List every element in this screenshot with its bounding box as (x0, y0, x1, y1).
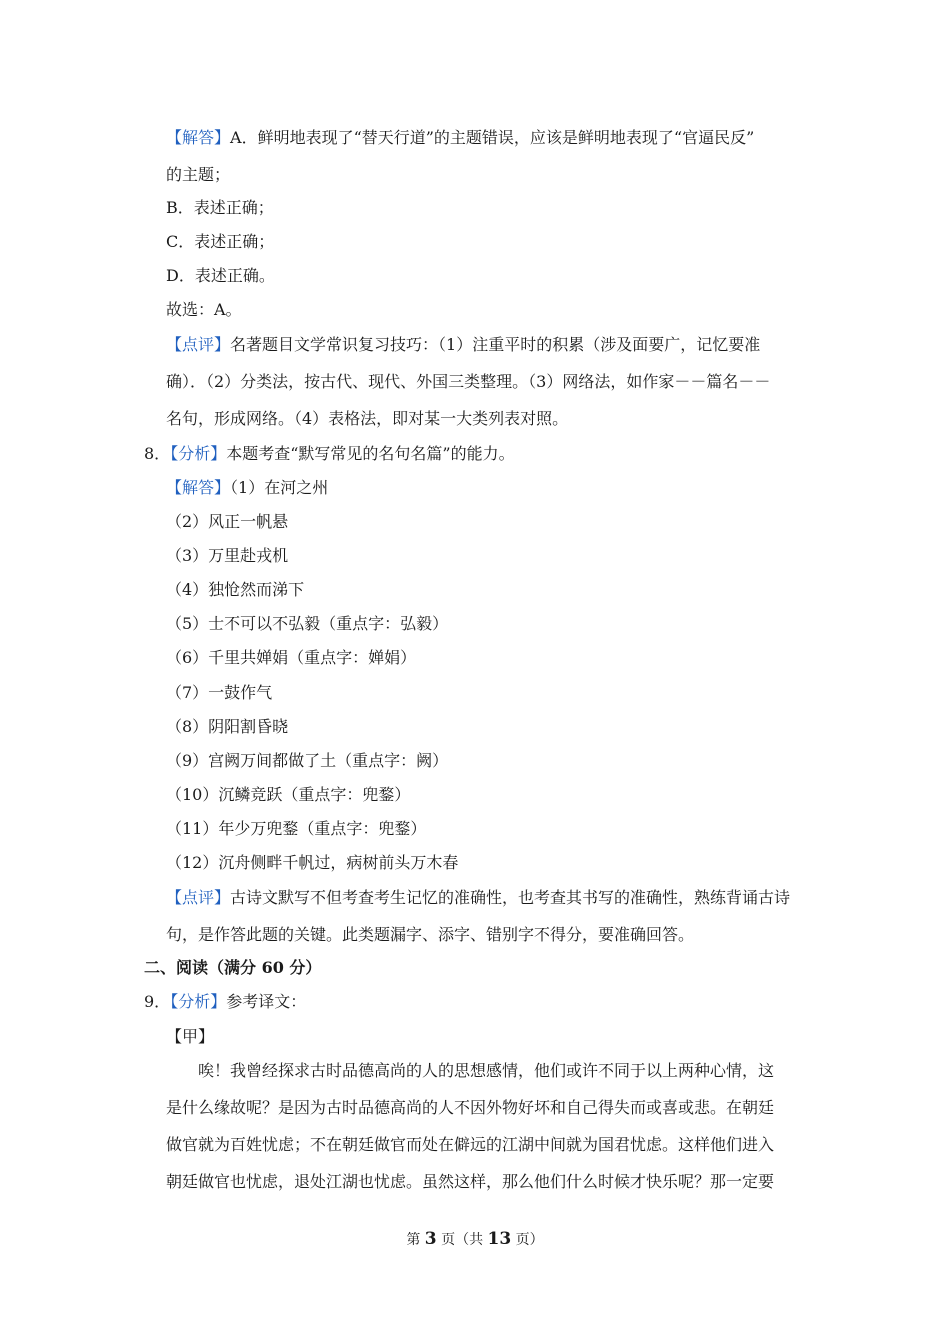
answer-tag: 【解答】 (166, 128, 231, 147)
q7-choice: 故选：A。 (166, 300, 242, 319)
q8-answer-item-11: （11）年少万兜鍪（重点字：兜鍪） (166, 819, 427, 838)
analysis-tag: 【分析】 (170, 444, 227, 463)
q7-comment-line3: 名句，形成网络。（4）表格法，即对某一大类列表对照。 (166, 409, 569, 428)
comment-tag: 【点评】 (166, 335, 231, 354)
q7-option-c: C．表述正确； (166, 232, 275, 251)
page-footer: 第 3 页（共 13 页） (406, 1229, 544, 1249)
q9-paragraph-line4: 朝廷做官也忧虑，退处江湖也忧虑。虽然这样，那么他们什么时候才快乐呢？那一定要 (166, 1172, 775, 1191)
comment-tag: 【点评】 (166, 888, 231, 907)
q7-answer-line2: 的主题； (166, 165, 231, 184)
analysis-tag: 【分析】 (170, 992, 227, 1011)
q8-comment-line2: 句，是作答此题的关键。此类题漏字、添字、错别字不得分，要准确回答。 (166, 925, 695, 944)
question-number: 8． (144, 444, 171, 463)
section-heading: 二、阅读（满分 60 分） (144, 958, 322, 977)
q9-sub-label: 【甲】 (166, 1027, 215, 1046)
q8-answer-item-5: （5）士不可以不弘毅（重点字：弘毅） (166, 614, 449, 633)
q7-comment-line2: 确）．（2）分类法，按古代、现代、外国三类整理。（3）网络法，如作家－－篇名－－ (166, 372, 771, 391)
q8-answer-item-10: （10）沉鳞竞跃（重点字：兜鍪） (166, 785, 411, 804)
q8-comment-line1: 【点评】古诗文默写不但考查考生记忆的准确性，也考查其书写的准确性，熟练背诵古诗 (166, 888, 791, 907)
q9-paragraph-line2: 是什么缘故呢？是因为古时品德高尚的人不因外物好坏和自己得失而或喜或悲。在朝廷 (166, 1098, 775, 1117)
q8-answer-item-4: （4）独怆然而涕下 (166, 580, 305, 599)
q9-paragraph-line1: 唉！我曾经探求古时品德高尚的人的思想感情，他们或许不同于以上两种心情，这 (198, 1061, 775, 1080)
q8-answer-item-3: （3）万里赴戎机 (166, 546, 289, 565)
q7-option-b: B．表述正确； (166, 198, 274, 217)
q8-analysis: 8．【分析】本题考查“默写常见的名句名篇”的能力。 (144, 444, 515, 463)
q8-answer-item-1: 【解答】（1）在河之州 (166, 478, 329, 497)
q8-answer-item-9: （9）宫阙万间都做了土（重点字：阙） (166, 751, 449, 770)
q7-option-d: D．表述正确。 (166, 266, 275, 285)
q8-answer-item-8: （8）阴阳割昏晓 (166, 717, 289, 736)
q8-answer-item-12: （12）沉舟侧畔千帆过，病树前头万木春 (166, 853, 459, 872)
q8-answer-item-6: （6）千里共婵娟（重点字：婵娟） (166, 648, 417, 667)
q8-answer-item-7: （7）一鼓作气 (166, 683, 273, 702)
q9-paragraph-line3: 做官就为百姓忧虑；不在朝廷做官而处在僻远的江湖中间就为国君忧虑。这样他们进入 (166, 1135, 775, 1154)
q9-analysis: 9．【分析】参考译文： (144, 992, 307, 1011)
q7-answer-line1: 【解答】A．鲜明地表现了“替天行道”的主题错误，应该是鲜明地表现了“官逼民反” (166, 128, 755, 147)
total-pages: 13 (487, 1229, 512, 1249)
question-number: 9． (144, 992, 171, 1011)
q7-comment-line1: 【点评】名著题目文学常识复习技巧：（1）注重平时的积累（涉及面要广，记忆要准 (166, 335, 761, 354)
q8-answer-item-2: （2）风正一帆悬 (166, 512, 289, 531)
answer-tag: 【解答】 (166, 478, 231, 497)
page-number: 3 (424, 1229, 437, 1249)
